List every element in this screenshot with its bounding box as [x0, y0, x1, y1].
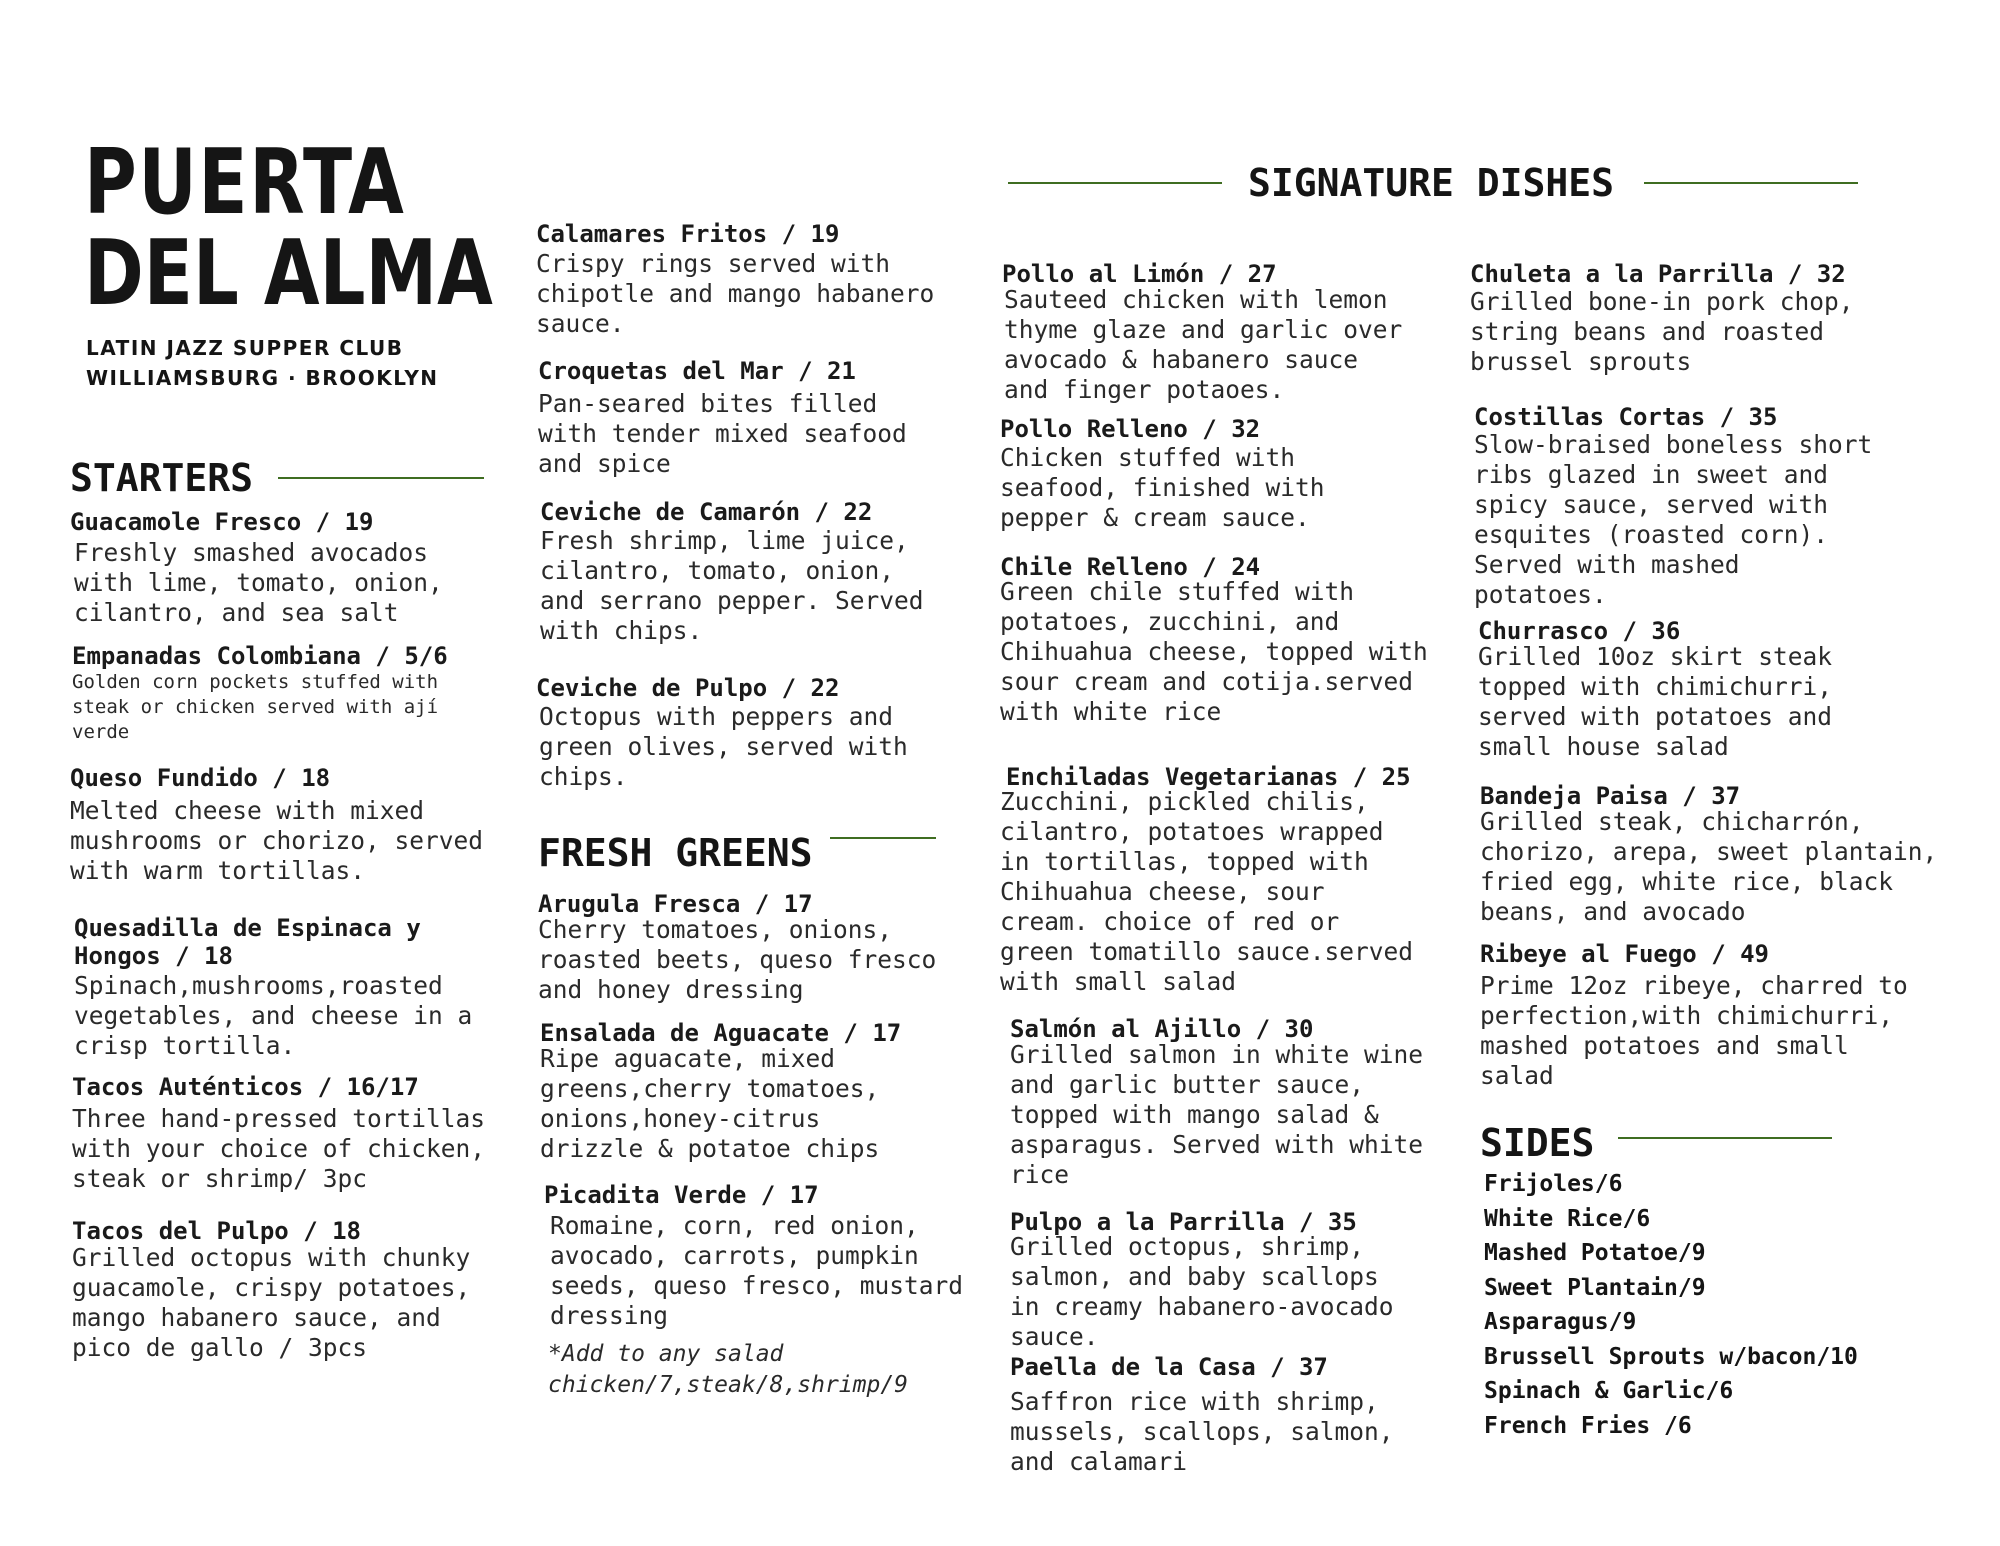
item-desc: Melted cheese with mixed mushrooms or chorizo, served with warm tortillas. [70, 796, 484, 885]
menu-item [1470, 260, 1854, 377]
item-title: Calamares Fritos / 19 [536, 220, 840, 248]
item-desc: Sauteed chicken with lemon thyme glaze and garlic over avocado & habanero sauce and finger potaoes. [1004, 285, 1403, 404]
side-item: Asparagus/9 [1484, 1309, 1637, 1335]
item-desc: Crispy rings served with chipotle and mango habanero sauce. [536, 249, 935, 338]
menu-item [72, 1073, 485, 1194]
salad-addon-note: *Add to any salad chicken/7,steak/8,shrimp/9 [548, 1341, 909, 1398]
item-title: Enchiladas Vegetarianas / 25 [1006, 763, 1411, 791]
item-desc: Ripe aguacate, mixed greens,cherry tomatoes, onions,honey-citrus drizzle & potatoe chips [540, 1044, 880, 1163]
sides-heading: SIDES [1480, 1121, 1595, 1165]
menu-item [72, 1217, 470, 1363]
greens-rule [830, 837, 936, 839]
item-desc: Three hand-pressed tortillas with your choice of chicken, steak or shrimp/ 3pc [72, 1104, 486, 1193]
menu-item [1474, 403, 1872, 610]
item-title: Paella de la Casa / 37 [1010, 1353, 1328, 1381]
item-title: Tacos Auténticos / 16/17 [72, 1073, 419, 1101]
side-item: Mashed Potatoe/9 [1484, 1240, 1706, 1266]
item-title: Costillas Cortas / 35 [1474, 403, 1778, 431]
item-title: Queso Fundido / 18 [70, 764, 331, 792]
item-desc: Zucchini, pickled chilis, cilantro, potatoes wrapped in tortillas, topped with Chihuahua cheese, sour cream. choice of red or green tomatillo sauce.served with small salad [1000, 787, 1414, 996]
item-title: Ceviche de Camarón / 22 [540, 498, 873, 526]
side-item: Frijoles/6 [1484, 1171, 1623, 1197]
item-title: Tacos del Pulpo / 18 [72, 1217, 361, 1245]
menu-item [536, 674, 908, 792]
sides-rule [1618, 1137, 1832, 1139]
item-desc: Grilled octopus with chunky guacamole, crispy potatoes, mango habanero sauce, and pico de gallo / 3pcs [72, 1243, 471, 1362]
fresh-greens-heading: FRESH GREENS [538, 831, 813, 875]
menu-item [540, 498, 924, 646]
menu-item [72, 642, 448, 745]
menu-item [1480, 782, 1937, 927]
menu-item [1478, 617, 1832, 762]
item-title: Chile Relleno / 24 [1000, 553, 1261, 581]
item-title: Pollo Relleno / 32 [1000, 415, 1261, 443]
item-desc: Cherry tomatoes, onions, roasted beets, queso fresco and honey dressing [538, 915, 937, 1004]
item-title: Pulpo a la Parrilla / 35 [1010, 1208, 1357, 1236]
side-item: Sweet Plantain/9 [1484, 1274, 1706, 1301]
item-desc: Grilled 10oz skirt steak topped with chimichurri, served with potatoes and small house salad [1478, 642, 1833, 761]
item-title: Ribeye al Fuego / 49 [1480, 940, 1769, 968]
item-title: Arugula Fresca / 17 [538, 890, 813, 918]
item-title: Bandeja Paisa / 37 [1480, 782, 1741, 810]
item-desc: Grilled bone-in pork chop, string beans and roasted brussel sprouts [1470, 287, 1854, 376]
menu-item [540, 1019, 901, 1164]
item-desc: Prime 12oz ribeye, charred to perfection,with chimichurri, mashed potatoes and small salad [1480, 971, 1908, 1090]
item-title: Ensalada de Aguacate / 17 [540, 1019, 902, 1047]
menu-item [1010, 1353, 1394, 1477]
item-desc: Chicken stuffed with seafood, finished with pepper & cream sauce. [1000, 443, 1325, 532]
item-title: Pollo al Limón / 27 [1002, 260, 1277, 288]
logo-line-2: DEL ALMA [84, 221, 493, 326]
item-desc: Freshly smashed avocados with lime, tomato, onion, cilantro, and sea salt [74, 538, 443, 627]
menu-item [70, 764, 483, 886]
item-desc: Grilled steak, chicharrón, chorizo, arepa, sweet plantain, fried egg, white rice, black beans, and avocado [1480, 807, 1938, 926]
item-desc: Slow-braised boneless short ribs glazed in sweet and spicy sauce, served with esquites (roasted corn). Served with mashed potatoes. [1474, 430, 1873, 609]
menu-item [538, 890, 936, 1005]
menu-item [1480, 940, 1908, 1091]
side-item: French Fries /6 [1484, 1412, 1692, 1439]
menu-item [1000, 415, 1325, 533]
location: WILLIAMSBURG · BROOKLYN [86, 366, 439, 390]
item-desc: Green chile stuffed with potatoes, zucchini, and Chihuahua cheese, topped with sour cream and cotija.served with white rice [1000, 577, 1428, 726]
side-item: White Rice/6 [1484, 1205, 1651, 1232]
item-desc: Octopus with peppers and green olives, served with chips. [539, 702, 908, 791]
item-title: Croquetas del Mar / 21 [538, 357, 856, 385]
item-desc: Pan-seared bites filled with tender mixed seafood and spice [538, 389, 907, 478]
signature-rule-right [1644, 182, 1858, 184]
menu-item [544, 1181, 963, 1331]
signature-rule-left [1008, 182, 1222, 184]
item-desc: Spinach,mushrooms,roasted vegetables, and cheese in a crisp tortilla. [74, 971, 473, 1060]
menu-item [70, 508, 443, 628]
item-title: Ceviche de Pulpo / 22 [536, 674, 840, 702]
item-title: Empanadas Colombiana / 5/6 [72, 642, 448, 670]
item-title: Quesadilla de Espinaca y Hongos / 18 [74, 914, 421, 970]
item-desc: Fresh shrimp, lime juice, cilantro, tomato, onion, and serrano pepper. Served with chips. [540, 526, 924, 645]
tagline: LATIN JAZZ SUPPER CLUB [86, 336, 404, 360]
menu-item [1010, 1015, 1423, 1190]
item-title: Guacamole Fresco / 19 [70, 508, 374, 536]
item-title: Salmón al Ajillo / 30 [1010, 1015, 1314, 1043]
item-desc: Golden corn pockets stuffed with steak or chicken served with ají verde [72, 671, 439, 743]
item-title: Picadita Verde / 17 [544, 1181, 819, 1209]
item-desc: Grilled salmon in white wine and garlic butter sauce, topped with mango salad & asparagus. Served with white rice [1010, 1040, 1424, 1189]
side-item: Brussell Sprouts w/bacon/10 [1484, 1343, 1858, 1370]
logo-line-1: PUERTA [84, 130, 406, 235]
side-item: Spinach & Garlic/6 [1484, 1378, 1734, 1404]
starters-rule [278, 477, 484, 479]
item-title: Chuleta a la Parrilla / 32 [1470, 260, 1846, 288]
menu-item [538, 357, 907, 479]
item-desc: Grilled octopus, shrimp, salmon, and baby scallops in creamy habanero-avocado sauce. [1010, 1232, 1394, 1351]
sides-list [1484, 1167, 1858, 1443]
menu-item [1002, 260, 1402, 405]
signature-heading: SIGNATURE DISHES [1248, 161, 1615, 205]
menu-item [1000, 763, 1414, 997]
item-desc: Romaine, corn, red onion, avocado, carrots, pumpkin seeds, queso fresco, mustard dressing [550, 1211, 964, 1330]
item-desc: Saffron rice with shrimp, mussels, scallops, salmon, and calamari [1010, 1387, 1394, 1476]
menu-item [1010, 1208, 1394, 1352]
starters-heading: STARTERS [70, 456, 254, 500]
menu-item [536, 220, 934, 339]
menu-item [1000, 553, 1428, 727]
menu-item [74, 914, 472, 1061]
item-title: Churrasco / 36 [1478, 617, 1681, 645]
